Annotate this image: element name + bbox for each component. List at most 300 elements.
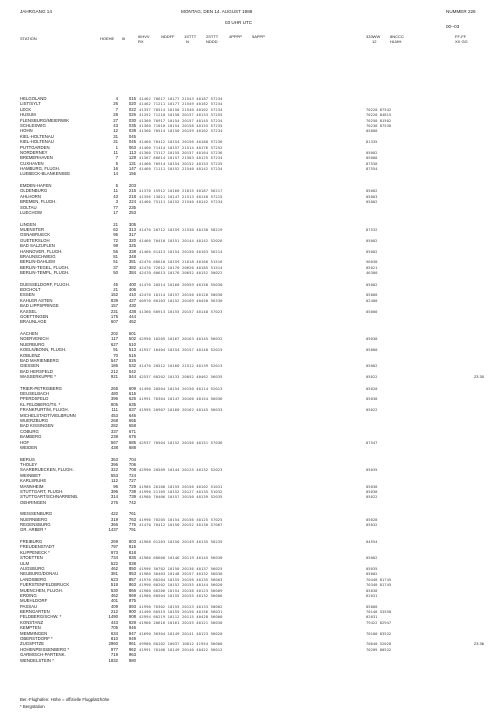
extra-groups: 70250 81502: [366, 117, 392, 123]
station-name: BERNGARTEN: [20, 609, 50, 615]
station-name: FELDBERG/SCHW. *: [20, 614, 62, 620]
station-height: 396: [110, 461, 118, 467]
station-name: GOETTINGEN: [20, 314, 49, 320]
synop-groups: 41460 70412 10154 20156 40180 57236: [139, 139, 223, 145]
extra-groups: 05022: [366, 374, 378, 380]
station-height: 21: [113, 221, 118, 227]
station-name: FLENSBURG/MEIERWIK: [20, 117, 70, 123]
station-name: WEINBIET: [20, 472, 41, 478]
station-name: EMDEN-HAFEN: [20, 183, 52, 189]
station-name: GR. ARBER *: [20, 527, 47, 533]
station-number: 215: [128, 188, 136, 194]
station-height: 186: [110, 363, 118, 369]
station-height: 11: [113, 188, 118, 194]
station-name: LANDSBERG: [20, 576, 47, 582]
extra-groups: 05002: [366, 571, 378, 577]
station-name: OSNABRUECK: [20, 232, 51, 238]
station-number: 444: [128, 314, 136, 320]
station-number: 671: [128, 428, 136, 434]
station-number: 615: [128, 391, 136, 397]
station-number: 857: [128, 576, 136, 582]
station-number: 947: [128, 630, 136, 636]
synop-groups: 42937 70504 10152 20156 40151 57036: [139, 439, 223, 445]
station-name: WEIDEN: [20, 444, 38, 450]
extra-groups: 05000: [366, 347, 378, 353]
station-number: 866: [128, 587, 136, 593]
station-height: 4: [115, 96, 118, 101]
station-height: 43: [113, 193, 118, 199]
station-name: LINGEN: [20, 221, 36, 227]
station-number: 305: [128, 221, 136, 227]
station-number: 875: [128, 598, 136, 604]
col-obs-3b: N: [186, 39, 189, 44]
synop-groups: 41996 30702 10150 20136 40137 56025: [139, 565, 223, 571]
station-height: 553: [110, 472, 118, 478]
station-height: 422: [110, 511, 118, 517]
station-height: 839: [110, 297, 118, 303]
station-number: 253: [128, 210, 136, 215]
station-name: BAMBERG: [20, 434, 42, 440]
station-height: 319: [110, 516, 118, 522]
station-number: 224: [128, 199, 136, 205]
station-name: SCHLESWIG: [20, 122, 46, 128]
station-number: 675: [128, 434, 136, 440]
station-height: 381: [110, 571, 118, 577]
station-name: PASSAU: [20, 603, 38, 609]
col-obs-3a: 1STTT: [184, 34, 197, 39]
station-name: KLIPPENECK *: [20, 549, 50, 555]
station-height: 453: [110, 412, 118, 418]
station-height: 43: [113, 122, 118, 128]
col-obs-4b: NDDD: [206, 39, 218, 44]
station-height: 5: [115, 160, 118, 166]
synop-groups: 42950 10205 10167 20163 40145 56032: [139, 336, 223, 342]
station-name: BERUS: [20, 456, 35, 462]
extra-groups: 87554: [366, 166, 378, 172]
station-height: 45: [113, 281, 118, 287]
extra-groups: 87532: [366, 226, 378, 232]
col-station: STATION: [20, 36, 37, 41]
station-height: 401: [110, 598, 118, 604]
station-name: OLDENBURG: [20, 188, 48, 194]
extra-groups: 05002: [366, 248, 378, 254]
station-number: 893: [128, 603, 136, 609]
nummer: NUMMER 226: [446, 9, 476, 14]
station-number: 427: [128, 297, 136, 303]
station-name: OEHRINGEN: [20, 499, 47, 505]
station-height: 276: [110, 499, 118, 505]
extra-groups: 02031: [366, 614, 378, 620]
station-name: WENDELSTEIN *: [20, 657, 54, 663]
station-number: 382: [128, 264, 136, 270]
station-number: 147: [128, 166, 136, 172]
station-height: 17: [113, 210, 118, 215]
station-name: STUTTGART, FLUGH.: [20, 488, 64, 494]
extra-groups: 05020: [366, 385, 378, 391]
synop-groups: 41352 71210 10158 20157 40133 57255: [139, 112, 223, 118]
station-name: WEISSENBURG: [20, 511, 53, 517]
synop-groups: 41990 60202 10152 20155 40144 56020: [139, 582, 223, 588]
station-name: CUXHAVEN: [20, 160, 44, 166]
synop-groups: 41980 60504 10155 20155 40132 56006: [139, 592, 223, 598]
synop-groups: 41462 70617 10177 21543 40187 57234: [139, 96, 223, 101]
station-height: 3: [115, 199, 118, 205]
station-height: 70: [113, 352, 118, 358]
station-number: 022: [128, 106, 136, 112]
station-number: 685: [128, 439, 136, 445]
station-height: 202: [110, 330, 118, 336]
station-number: 742: [128, 499, 136, 505]
synop-groups: 42470 10114 10157 20150 40120 50030: [139, 292, 223, 298]
station-name: BERLIN-DAHLEM: [20, 259, 55, 265]
synop-groups: 41470 70412 10150 20152 40130 57007: [139, 522, 223, 528]
station-row: [20, 658, 490, 663]
station-number: 020: [128, 101, 136, 107]
station-number: 724: [128, 472, 136, 478]
extra-groups: 05000: [366, 308, 378, 314]
extra-groups: 05035: [366, 467, 378, 473]
station-number: 400: [128, 281, 136, 287]
station-name: ERDING: [20, 592, 37, 598]
synop-groups: 41470 20514 10160 20559 40158 55030: [139, 281, 223, 287]
station-name: SOLTAU: [20, 204, 37, 210]
synop-groups: 41360 60913 10155 20157 40148 57023: [139, 308, 223, 314]
station-height: 443: [110, 619, 118, 625]
station-number: 818: [128, 549, 136, 555]
station-name: FREUDENSTADT: [20, 544, 55, 550]
station-name: HUSUM: [20, 112, 36, 118]
station-number: 513: [128, 347, 136, 353]
station-height: 152: [110, 292, 118, 298]
station-row: [20, 210, 490, 215]
station-name: SAARBRUECKEN, FLUGH.: [20, 467, 74, 473]
extra-groups: 70220 84815: [366, 112, 392, 118]
station-number: 317: [128, 232, 136, 238]
col-obs-5a: 4PPPP: [229, 34, 242, 39]
synop-groups: 41490 60515 10155 20150 40156 56031: [139, 609, 223, 615]
station-number: 980: [128, 657, 136, 663]
extra-groups: 70340 81745: [366, 582, 392, 588]
station-name: GIESSEN: [20, 363, 40, 369]
col-obs-4a: 2STTT: [206, 34, 219, 39]
extra-groups: 05002: [366, 237, 378, 243]
synop-groups: 41460 71414 10157 21514 40176 57252: [139, 144, 223, 150]
station-name: WUERZBURG: [20, 418, 49, 424]
station-height: 977: [110, 646, 118, 652]
synop-groups: 41991 70304 10147 20160 40154 56036: [139, 396, 223, 402]
station-number: 803: [128, 539, 136, 545]
station-number: 501: [128, 330, 136, 336]
station-number: 637: [128, 407, 136, 413]
station-number: 026: [128, 112, 136, 118]
station-number: 542: [128, 368, 136, 374]
station-name: HOHENPEISSENBERG *: [20, 646, 70, 652]
station-number: 045: [128, 139, 136, 145]
extra-groups: 05030: [366, 396, 378, 402]
station-name: KL.FELDBERG/TS. *: [20, 401, 61, 407]
station-number: 776: [128, 522, 136, 528]
station-name: ULM: [20, 560, 30, 566]
station-height: 96: [113, 483, 118, 489]
col-hoehe: HOEHE: [100, 36, 115, 41]
station-name: BAD MARIENBERG: [20, 357, 59, 363]
date-line: MONTAG, DEN 14. AUGUST 1989: [181, 9, 253, 14]
extra-groups: 05000: [366, 603, 378, 609]
station-height: 337: [110, 428, 118, 434]
utc-line: 03 UHR UTC: [225, 20, 253, 25]
extra-groups: 05021: [366, 264, 378, 270]
station-name: BOCHOLT: [20, 287, 41, 293]
station-name: COBURG: [20, 428, 39, 434]
station-height: 396: [110, 396, 118, 402]
station-name: HAMBURG, FLUGH.: [20, 166, 61, 172]
station-name: NEUBURG/DONAU: [20, 571, 59, 577]
gust-groups: 23 36: [474, 641, 485, 647]
station-number: 430: [128, 303, 136, 309]
station-height: 98: [113, 243, 118, 249]
extra-groups: 70209 80532: [366, 646, 392, 652]
synop-groups: 40970 60103 10152 20109 40450 56330: [139, 297, 223, 303]
col-obs-2a: NDDFF: [161, 34, 175, 39]
station-height: 480: [110, 391, 118, 397]
synop-groups: 41990 21105 10152 20127 40135 51032: [139, 488, 223, 494]
col-obs-1a: IIIHVV: [138, 34, 150, 39]
extra-groups: 05002: [366, 188, 378, 194]
station-height: 438: [110, 444, 118, 450]
station-height: 175: [110, 314, 118, 320]
extra-groups: 05002: [366, 281, 378, 287]
station-height: 1832: [108, 657, 118, 663]
station-height: 705: [110, 625, 118, 631]
station-height: 567: [110, 439, 118, 445]
station-number: 030: [128, 117, 136, 123]
station-height: 81: [113, 253, 118, 259]
extra-groups: 05030: [366, 587, 378, 593]
station-height: 21: [113, 287, 118, 293]
station-number: 900: [128, 609, 136, 615]
synop-groups: 41991 70106 10149 20140 40422 56012: [139, 646, 223, 652]
station-name: ZUGSPITZE: [20, 641, 45, 647]
station-number: 739: [128, 494, 136, 500]
extra-groups: 70220 87542: [366, 106, 392, 112]
jahrgang: JAHRGANG 14: [20, 9, 52, 14]
station-number: 929: [128, 619, 136, 625]
extra-groups: 05000: [366, 128, 378, 134]
synop-groups: 41980 60600 10146 20119 40145 56030: [139, 555, 223, 561]
station-number: 738: [128, 488, 136, 494]
station-height: 805: [110, 401, 118, 407]
extra-groups: 05000: [366, 155, 378, 161]
extra-groups: 81335: [366, 139, 378, 145]
col-ext-2a: 8NCCC: [390, 34, 404, 39]
station-height: 363: [110, 456, 118, 462]
station-height: 26: [113, 101, 118, 107]
station-number: 452: [128, 319, 136, 325]
station-height: 734: [110, 555, 118, 561]
station-height: 462: [110, 592, 118, 598]
station-height: 627: [110, 341, 118, 347]
station-height: 396: [110, 488, 118, 494]
extra-groups: 05030: [366, 483, 378, 489]
station-name: HELGOLAND: [20, 96, 47, 101]
extra-groups: 05030: [366, 336, 378, 342]
station-number: 129: [128, 155, 136, 161]
station-number: 646: [128, 412, 136, 418]
station-number: 438: [128, 308, 136, 314]
station-height: 27: [113, 117, 118, 123]
col-ff-b: XX GG: [455, 39, 468, 44]
station-height: 157: [110, 303, 118, 309]
synop-groups: 41462 71211 10177 21549 40162 57234: [139, 101, 223, 107]
station-name: ESSEN: [20, 292, 35, 298]
station-height: 239: [110, 434, 118, 440]
station-height: 518: [110, 582, 118, 588]
synop-groups: 41470 20512 10160 21512 40139 52013: [139, 363, 223, 369]
extra-groups: 05035: [366, 565, 378, 571]
station-number: 815: [128, 544, 136, 550]
station-number: 869: [128, 592, 136, 598]
station-number: 384: [128, 270, 136, 276]
station-name: HOHN: [20, 128, 33, 134]
station-number: 218: [128, 193, 136, 199]
station-number: 313: [128, 226, 136, 232]
station-name: REGENSBURG: [20, 522, 51, 528]
extra-groups: 70440 81745: [366, 576, 392, 582]
station-name: NOERVENICH: [20, 336, 49, 342]
station-height: 117: [111, 336, 118, 342]
station-height: 51: [113, 259, 118, 265]
station-height: 797: [110, 544, 118, 550]
station-number: 515: [128, 352, 136, 358]
station-number: 729: [128, 483, 136, 489]
station-row: [20, 527, 490, 532]
station-height: 623: [110, 576, 118, 582]
extra-groups: 05022: [366, 407, 378, 413]
station-name: NUERBURG: [20, 341, 45, 347]
station-name: TRIER-PETRISBERG: [20, 385, 63, 391]
synop-groups: 49980 60102 10037 10012 41954 56000: [139, 641, 223, 647]
station-name: NORDERNEY: [20, 149, 48, 155]
synop-groups: 41970 60204 10155 20156 40135 56003: [139, 576, 223, 582]
station-number: 526: [128, 357, 136, 363]
station-height: 607: [110, 319, 118, 325]
station-height: 7: [115, 106, 118, 112]
station-height: 2960: [108, 641, 118, 647]
col-ext-1b: 12: [372, 39, 377, 44]
station-number: 655: [128, 418, 136, 424]
synop-groups: 41460 70914 10154 20152 40153 57235: [139, 160, 223, 166]
synop-groups: 41360 73117 10155 20157 40164 57236: [139, 149, 223, 155]
col-ii: III: [122, 36, 126, 41]
synop-groups: 41470 20712 10159 21530 40130 58219: [139, 226, 223, 232]
station-number: 635: [128, 401, 136, 407]
station-height: 11: [113, 149, 118, 155]
extra-groups: 05002: [366, 149, 378, 155]
synop-groups: 42470 72612 10170 20620 40185 51514: [139, 264, 223, 270]
station-height: 265: [110, 385, 118, 391]
station-name: FUERSTENFELDBRUCK: [20, 582, 70, 588]
station-height: 7: [115, 155, 118, 161]
station-height: 810: [110, 636, 118, 642]
station-number: 961: [128, 641, 136, 647]
station-height: 212: [110, 609, 118, 615]
synop-groups: 41980 30403 10148 20157 40132 56030: [139, 571, 223, 577]
col-ext-1a: 333WW: [366, 34, 381, 39]
station-name: OBERSTDORF *: [20, 636, 53, 642]
station-name: BERLIN-TEGEL, FLUGH.: [20, 264, 70, 270]
gust-groups: 23 30: [474, 374, 485, 380]
station-name: KEMPTEN: [20, 625, 41, 631]
station-number: 946: [128, 625, 136, 631]
station-height: 91: [113, 347, 118, 353]
station-number: 131: [128, 160, 136, 166]
extra-groups: 87547: [366, 439, 378, 445]
synop-groups: 41460 71111 10152 21540 40142 57234: [139, 166, 223, 172]
extra-groups: 05003: [366, 193, 378, 199]
station-height: 282: [110, 423, 118, 429]
station-height: 322: [110, 467, 118, 473]
station-number: 850: [128, 565, 136, 571]
station-number: 838: [128, 560, 136, 566]
station-number: 704: [128, 456, 136, 462]
station-name: KOBLENZ: [20, 352, 41, 358]
synop-groups: 41360 70917 10154 20157 40145 57234: [139, 117, 223, 123]
col-ext-2b: HLMH: [390, 39, 402, 44]
station-height: 634: [110, 630, 118, 636]
station-number: 235: [128, 204, 136, 210]
synop-groups: 42537 60202 10133 20052 40462 56035: [139, 374, 223, 380]
station-name: LUECHOW: [20, 210, 42, 215]
station-number: 045: [128, 133, 136, 139]
extra-groups: 70140 53550: [366, 609, 392, 615]
station-name: FRANKFURT/M, FLUGH.: [20, 407, 69, 413]
observation-table: [20, 96, 490, 663]
station-name: KIEL-HOLTENAU: [20, 139, 54, 145]
station-number: 688: [128, 444, 136, 450]
station-height: 547: [110, 357, 118, 363]
extra-groups: 70230 87530: [366, 122, 392, 128]
station-number: 156: [128, 171, 136, 177]
station-row: [20, 270, 490, 275]
station-number: 325: [128, 243, 136, 249]
extra-groups: 62031: [366, 592, 378, 598]
station-height: 1437: [108, 527, 118, 533]
station-name: NUERNBERG: [20, 516, 48, 522]
station-height: 530: [110, 587, 118, 593]
synop-groups: 41490 20504 10154 20150 40114 52013: [139, 385, 223, 391]
station-height: 462: [110, 565, 118, 571]
station-number: 406: [128, 287, 136, 293]
col-obs-6a: 5APPP: [252, 34, 265, 39]
station-name: GARMISCH-PARTENK.: [20, 652, 66, 658]
extra-groups: 02400: [366, 297, 378, 303]
station-number: 510: [128, 341, 136, 347]
station-height: 37: [113, 264, 118, 270]
station-number: 381: [128, 259, 136, 265]
station-name: MUENCHEN, FLUGH.: [20, 587, 63, 593]
station-height: 719: [110, 652, 118, 658]
station-height: 95: [113, 232, 118, 238]
station-height: 50: [113, 270, 118, 276]
station-row: [20, 171, 490, 176]
synop-groups: 41360 71010 10154 20158 40155 57235: [139, 122, 223, 128]
station-number: 113: [129, 149, 136, 155]
station-name: MANNHEIM: [20, 483, 44, 489]
station-height: 16: [113, 166, 118, 172]
station-number: 502: [128, 336, 136, 342]
synop-groups: 42990 20509 10144 20125 40132 52023: [139, 467, 223, 473]
synop-groups: 41357 70514 10150 21540 40162 57234: [139, 106, 223, 112]
